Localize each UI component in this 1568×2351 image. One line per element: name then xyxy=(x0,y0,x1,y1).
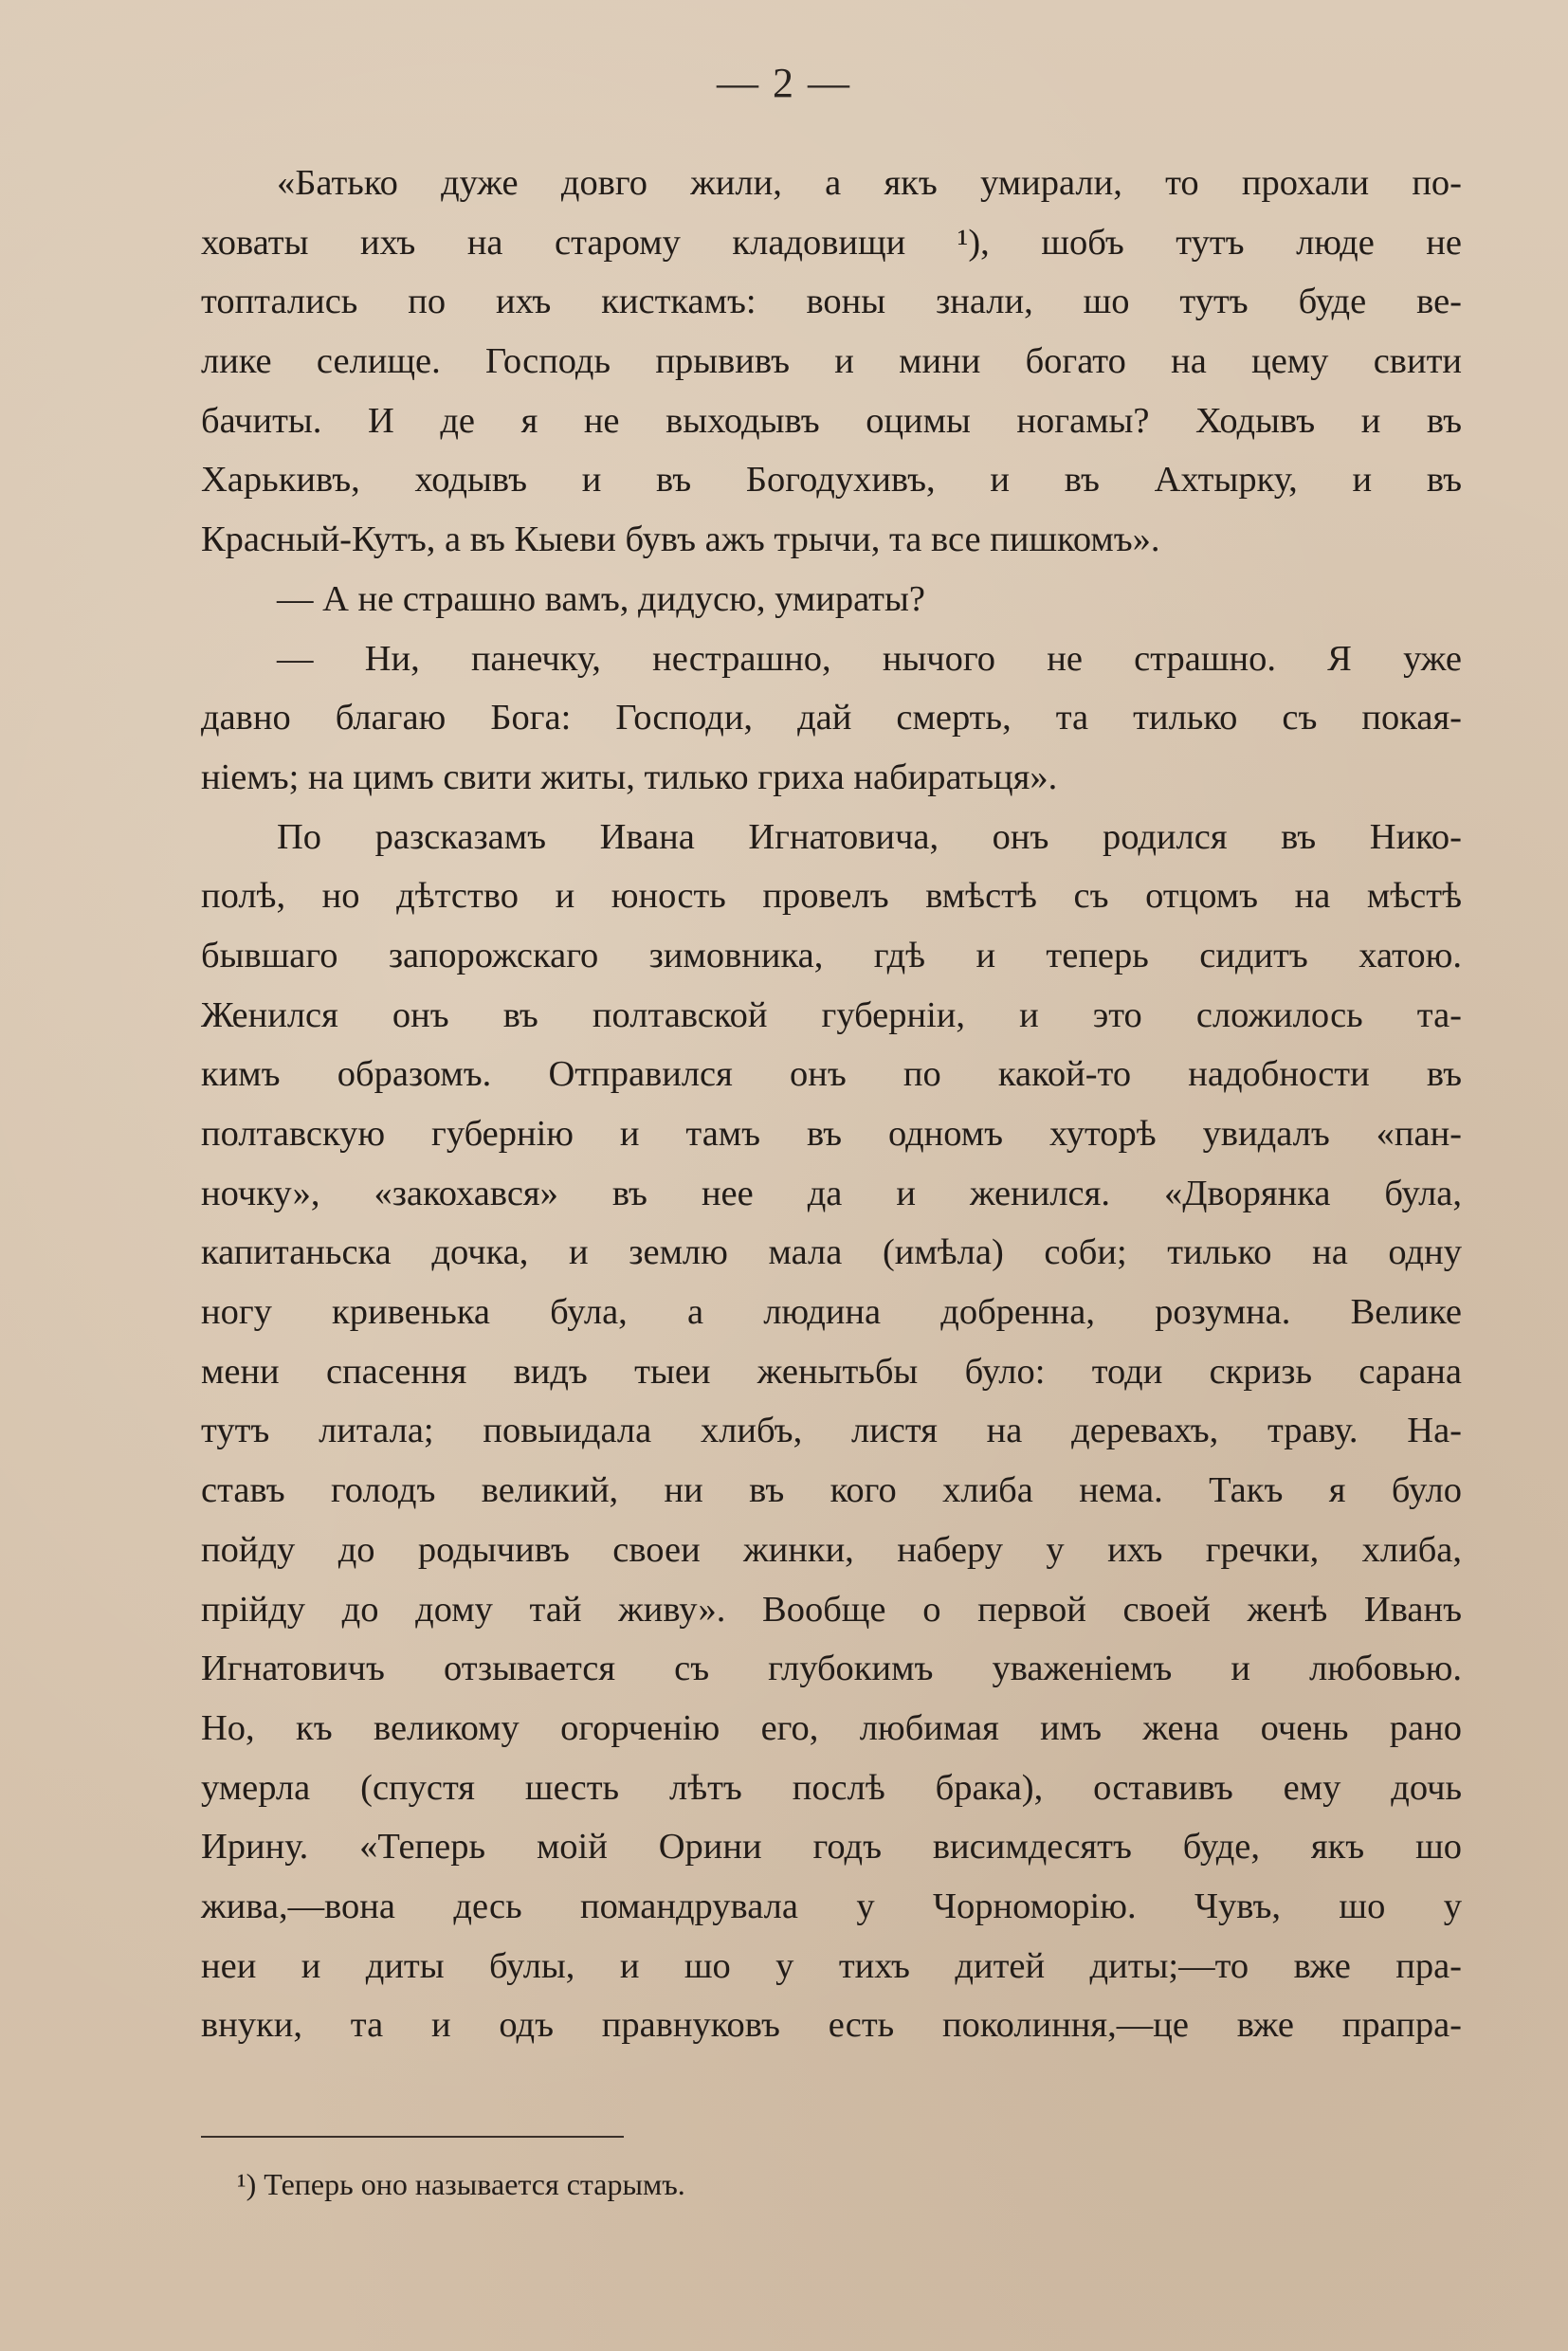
text-line: «Батько дуже довго жили, а якъ умирали, то прохали по- xyxy=(277,163,1462,203)
text-line: пойду до родычивъ своеи жинки, наберу у ихъ гречки, хлиба, xyxy=(201,1529,1462,1570)
text-line: бачиты. И де я не выходывъ оцимы ногамы? Ходывъ и въ xyxy=(201,400,1462,441)
text-line: лике селище. Господь прывивъ и мини богато на цему свити xyxy=(201,341,1462,382)
text-line: ховаты ихъ на старому кладовищи ¹), шобъ тутъ люде не xyxy=(201,222,1462,263)
text-line: бывшаго запорожскаго зимовника, гдѣ и теперь сидитъ хатою. xyxy=(201,935,1462,975)
text-line: жива,—вона десь помандрувала у Чорноморію. Чувъ, шо у xyxy=(201,1886,1462,1926)
text-line: ногу кривенька була, а людина добренна, розумна. Велике xyxy=(201,1292,1462,1333)
text-line: внуки, та и одъ правнуковъ есть поколиння,—це вже прапра- xyxy=(201,2005,1462,2046)
text-line: неи и диты булы, и шо у тихъ дитей диты;—то вже пра- xyxy=(201,1945,1462,1986)
text-line: Но, къ великому огорченію его, любимая имъ жена очень рано xyxy=(201,1707,1462,1748)
text-line: кимъ образомъ. Отправился онъ по какой-то надобности въ xyxy=(201,1054,1462,1095)
text-line: Женился онъ въ полтавской губерніи, и это сложилось та- xyxy=(201,994,1462,1035)
text-line: прійду до дому тай живу». Вообще о первой своей женѣ Иванъ xyxy=(201,1589,1462,1630)
text-line: полтавскую губернію и тамъ въ одномъ хуторѣ увидалъ «пан- xyxy=(201,1114,1462,1154)
text-line: давно благаю Бога: Господи, дай смерть, та тилько съ покая- xyxy=(201,698,1462,738)
page-number: — 2 — xyxy=(717,60,851,106)
text-line: ніемъ; на цимъ свити житы, тилько гриха набиратьця». xyxy=(201,756,1058,797)
text-line: Харькивъ, ходывъ и въ Богодухивъ, и въ Ахтырку, и въ xyxy=(201,460,1462,501)
footnote-text: Теперь оно называется старымъ. xyxy=(264,2167,685,2201)
footnote xyxy=(237,2163,685,2205)
text-line: капитаньска дочка, и землю мала (имѣла) соби; тилько на одну xyxy=(201,1232,1462,1273)
text-line: — Ни, панечку, нестрашно, нычого не страшно. Я уже xyxy=(277,638,1462,679)
footnote-divider xyxy=(201,2136,624,2138)
body-text xyxy=(201,154,1462,2055)
text-line: По разсказамъ Ивана Игнатовича, онъ родился въ Нико- xyxy=(277,816,1462,857)
text-line: мени спасення видъ тыеи женытьбы було: тоди скризь сарана xyxy=(201,1351,1462,1392)
text-line: ночку», «закохався» въ нее да и женился. «Дворянка була, xyxy=(201,1173,1462,1213)
text-line: Ирину. «Теперь моій Орини годъ висимдесятъ буде, якъ шо xyxy=(201,1827,1462,1868)
text-line: — А не страшно вамъ, дидусю, умираты? xyxy=(277,578,925,619)
text-line: ставъ голодъ великий, ни въ кого хлиба нема. Такъ я було xyxy=(201,1470,1462,1511)
footnote-marker: ¹) xyxy=(237,2167,257,2201)
text-line: полѣ, но дѣтство и юность провелъ вмѣстѣ съ отцомъ на мѣстѣ xyxy=(201,876,1462,917)
text-line: умерла (спустя шесть лѣтъ послѣ брака), оставивъ ему дочь xyxy=(201,1767,1462,1808)
text-line: топтались по ихъ кисткамъ: воны знали, шо тутъ буде ве- xyxy=(201,282,1462,322)
text-line: тутъ литала; повыидала хлибъ, листя на деревахъ, траву. На- xyxy=(201,1411,1462,1451)
text-line: Красный-Кутъ, а въ Кыеви бувъ ажъ трычи, та все пишкомъ». xyxy=(201,519,1160,560)
text-line: Игнатовичъ отзывается съ глубокимъ уваженіемъ и любовью. xyxy=(201,1649,1462,1689)
